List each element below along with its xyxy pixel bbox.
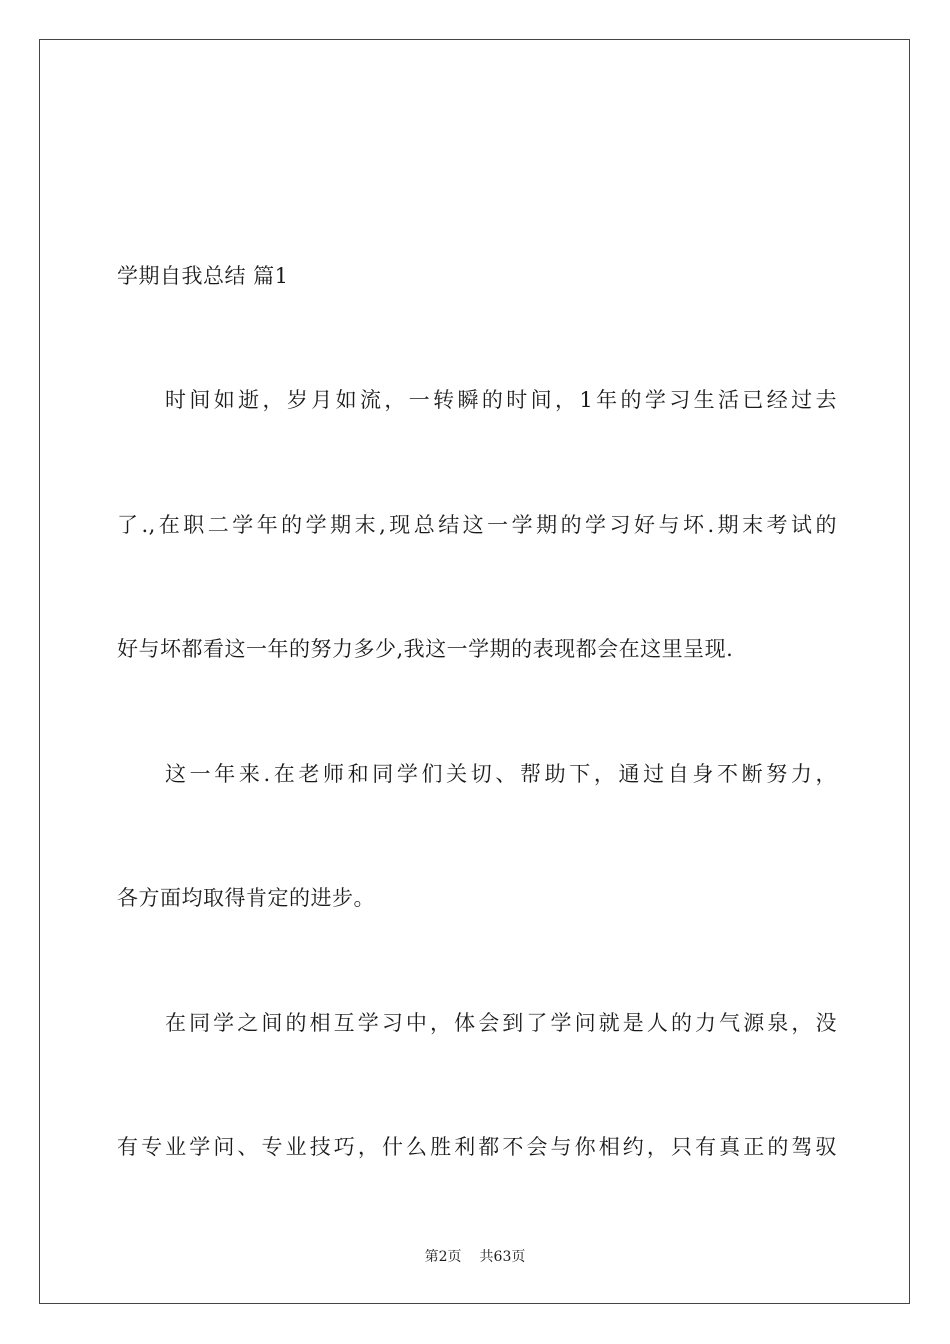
paragraph-line-4: 这一年来.在老师和同学们关切、帮助下，通过自身不断努力， — [165, 762, 837, 786]
paragraph-line-1: 时间如逝，岁月如流，一转瞬的时间，1年的学习生活已经过去 — [165, 388, 837, 412]
page-number: 第2页 — [424, 1249, 462, 1265]
paragraph-line-2: 了.,在职二学年的学期末,现总结这一学期的学习好与坏.期末考试的 — [117, 513, 837, 537]
paragraph-line-6: 在同学之间的相互学习中，体会到了学问就是人的力气源泉，没 — [165, 1011, 837, 1035]
document-title: 学期自我总结 篇1 — [117, 264, 289, 288]
paragraph-line-7: 有专业学问、专业技巧，什么胜利都不会与你相约，只有真正的驾驭 — [117, 1135, 837, 1159]
page-total: 共63页 — [479, 1249, 526, 1265]
page-footer — [0, 1248, 950, 1266]
page-border — [39, 39, 910, 1304]
paragraph-line-3: 好与坏都看这一年的努力多少,我这一学期的表现都会在这里呈现. — [117, 637, 734, 661]
paragraph-line-5: 各方面均取得肯定的进步。 — [117, 886, 375, 910]
